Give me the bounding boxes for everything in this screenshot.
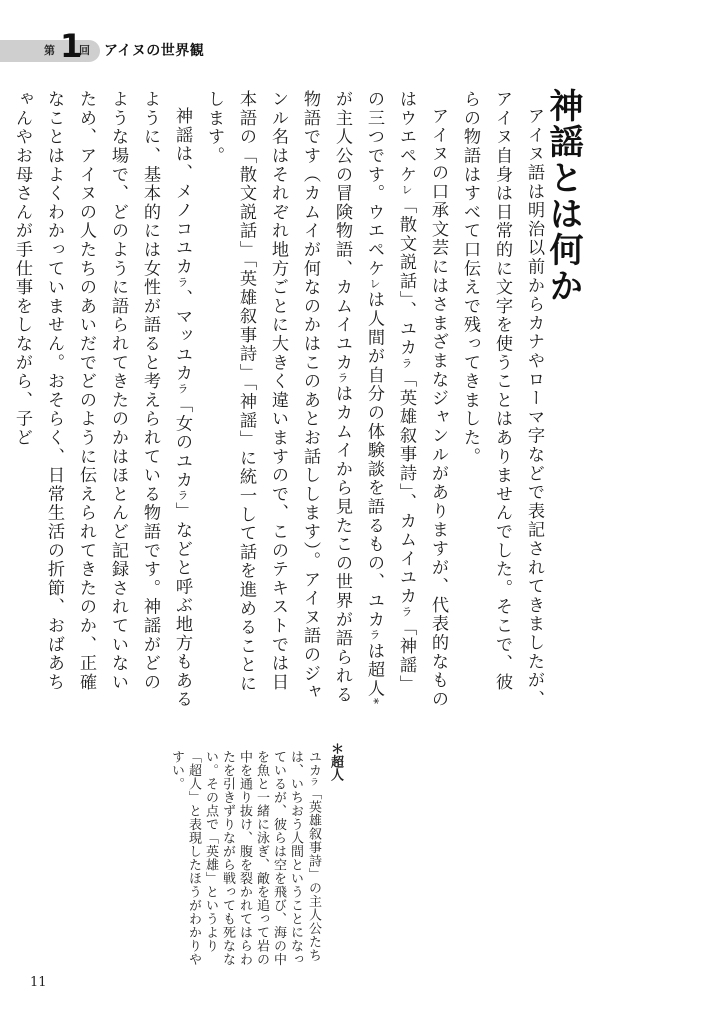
small-kana: ラ xyxy=(176,383,189,396)
small-kana: レ xyxy=(400,184,413,197)
text: 「英雄叙事詩」の主人公たちは、いちおう人間ということになっているが、彼らは空を飛び、海の中を魚と一緒に泳ぎ、敵を追って岩の中を通り抜け、腹を裂かれてはらわたを引きずりながら戦っても死なない。その点で「英雄」というより「超人」と表現したほうがわかりやすい。 xyxy=(169,750,321,966)
small-kana: レ xyxy=(368,278,381,291)
text: はカムイから見たこの世界が語られる物語です（カムイが何なのかはこのあとお話しします）。アイヌ語のジャンル名はそれぞれ地方ごとに大きく違いますので、このテキストでは日本語の「散文説話」「英雄叙事詩」「神謡」に統一して話を進めることにします。 xyxy=(204,90,352,705)
page-number: 11 xyxy=(30,975,47,990)
small-kana: ラ xyxy=(176,489,189,503)
text: が主人公の冒険物語、カムイユカ xyxy=(332,90,352,372)
paragraph-1 xyxy=(454,90,550,710)
chapter-prefix: 第 xyxy=(44,44,55,57)
footnote-marker[interactable]: * xyxy=(367,698,381,706)
paragraph-text: アイヌ語は明治以前からカナやローマ字などで表記されてきましたが、アイヌ自身は日常的に文字を使うことはありませんでした。そこで、彼らの物語はすべて口伝えで残ってきました。 xyxy=(460,90,544,709)
paragraph-3 xyxy=(6,90,198,710)
text: 、マッユカ xyxy=(172,289,192,383)
small-kana: ラ xyxy=(400,357,413,370)
text: 「神謡」の三つです。ウエペケ xyxy=(364,90,416,694)
chapter-suffix: 回 xyxy=(79,44,90,57)
body-text xyxy=(6,90,550,710)
text: 「女のユカ xyxy=(172,395,192,490)
text: 」などと呼ぶ地方もあるように、基本的には女性が語ると考えられている物語です。神謡がどのような場で、どのように語られてきたのかはほとんど記録されていないため、アイヌの人たちのあいだでどのように伝えられてきたのか、正確なことはよくわかっていません。おそらく、日常生活の折節、おばあちゃんやお母さんが手仕事をしながら、子ど xyxy=(12,90,192,710)
chapter-number: 1 xyxy=(60,27,81,65)
footnote-body xyxy=(168,750,322,970)
text: は超人 xyxy=(364,641,384,699)
text: 「散文説話」、ユカ xyxy=(396,196,416,358)
text: 「英雄叙事詩」、カムイユカ xyxy=(396,369,416,606)
small-kana: ラ xyxy=(400,605,413,619)
small-kana: ラ xyxy=(336,372,349,385)
section-title: 神謡とは何か xyxy=(543,88,583,304)
small-kana: ラ xyxy=(308,777,318,787)
chapter-title: アイヌの世界観 xyxy=(104,43,205,59)
text: は人間が自分の体験談を語るもの、ユカ xyxy=(364,290,384,630)
paragraph-2 xyxy=(198,90,454,710)
text: ユカ xyxy=(306,750,321,777)
small-kana: ラ xyxy=(368,629,381,642)
text: 神謡は、メノコユカ xyxy=(172,107,192,277)
footnote-heading: ＊超人 xyxy=(328,742,343,781)
small-kana: ラ xyxy=(176,276,189,289)
text: アイヌの口承文芸にはさまざまなジャンルがありますが、代表的なものはウエペケ xyxy=(396,90,448,709)
